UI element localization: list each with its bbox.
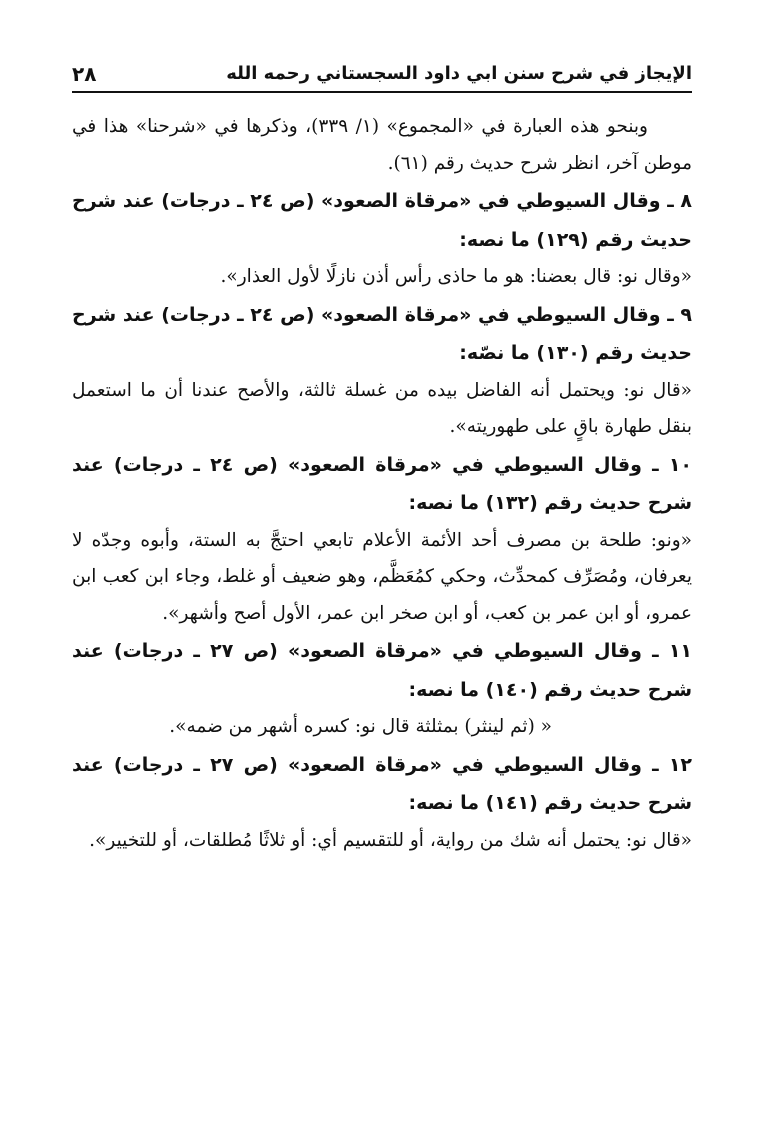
quote-12: «قال نو: يحتمل أنه شك من رواية، أو للتقسيم أي: أو ثلاثًا مُطلقات، أو للتخيير». <box>89 829 692 851</box>
page-body <box>72 109 692 859</box>
heading-9: ٩ ـ وقال السيوطي في «مرقاة الصعود» (ص ٢٤ ـ درجات) عند شرح حديث رقم (١٣٠) ما نصّه: <box>72 303 693 364</box>
book-page <box>72 52 692 859</box>
heading-10: ١٠ ـ وقال السيوطي في «مرقاة الصعود» (ص ٢٤ ـ درجات) عند شرح حديث رقم (١٣٢) ما نصه: <box>72 453 693 514</box>
heading-11: ١١ ـ وقال السيوطي في «مرقاة الصعود» (ص ٢٧ ـ درجات) عند شرح حديث رقم (١٤٠) ما نصه: <box>72 640 693 701</box>
quote-8: «وقال نو: قال بعضنا: هو ما حاذى رأس أذن نازلًا لأول العذار». <box>220 266 692 287</box>
quote-11: « (ثم لينثر) بمثلثة قال نو: كسره أشهر من ضمه». <box>169 716 552 737</box>
heading-8: ٨ ـ وقال السيوطي في «مرقاة الصعود» (ص ٢٤ ـ درجات) عند شرح حديث رقم (١٢٩) ما نصه: <box>72 190 693 251</box>
running-title: الإيجاز في شرح سنن ابي داود السجستاني رحمه الله <box>226 63 692 84</box>
quote-9: «قال نو: ويحتمل أنه الفاضل بيده من غسلة ثالثة، والأصح عندنا أن ما استعمل بنقل طهارة باقٍ على طهوريته». <box>72 379 692 437</box>
quote-10: «ونو: طلحة بن مصرف أحد الأئمة الأعلام تابعي احتجَّ به الستة، وأبوه وجدّه لا يعرفان، ومُصَرِّف كمحدِّث، وحكي كمُعَظَّم، وهو ضعيف أو غلط، وجاء ابن كعب ابن عمرو، أو ابن عمر بن كعب، أو ابن صخر ابن عمر، الأول أصح وأشهر». <box>72 529 692 624</box>
paragraph-intro: وبنحو هذه العبارة في «المجموع» (١/ ٣٣٩)، وذكرها في «شرحنا» هذا في موطن آخر، انظر شرح حديث رقم (٦١). <box>72 116 692 174</box>
page-number: ٢٨ <box>72 62 97 86</box>
running-header <box>72 52 692 93</box>
heading-12: ١٢ ـ وقال السيوطي في «مرقاة الصعود» (ص ٢٧ ـ درجات) عند شرح حديث رقم (١٤١) ما نصه: <box>72 753 693 814</box>
